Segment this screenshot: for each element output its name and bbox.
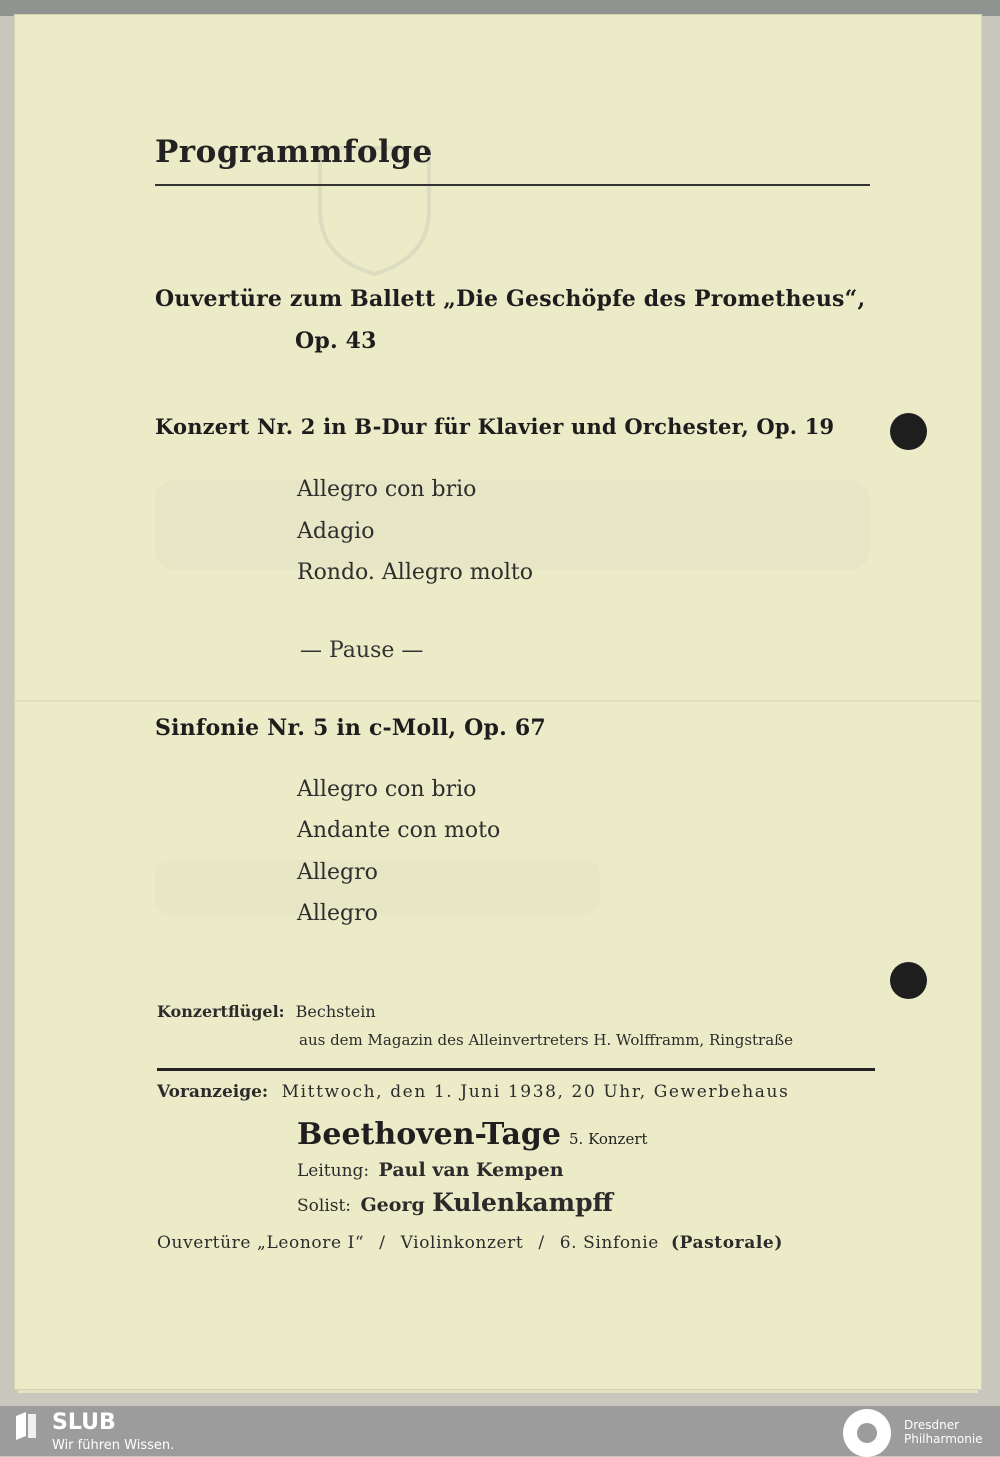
soloist-line: [297, 1188, 613, 1217]
preview-program: [157, 1233, 783, 1253]
preview-divider: [157, 1068, 875, 1071]
work-title: Konzert Nr. 2 in B-Dur für Klavier und Orchester, Op. 19: [155, 414, 835, 439]
separator: /: [379, 1233, 386, 1253]
preview-program-subtitle: (Pastorale): [670, 1233, 783, 1253]
slub-tagline: Wir führen Wissen.: [52, 1438, 175, 1453]
soloist-first-name: Georg: [360, 1194, 425, 1216]
movement: Allegro con brio: [297, 777, 477, 802]
philharmonie-logo-icon[interactable]: [843, 1409, 891, 1457]
piano-credit-label: Konzertflügel:: [157, 1002, 285, 1021]
soloist-label: Solist:: [297, 1196, 352, 1216]
festival-title: [297, 1117, 648, 1152]
preview-program-overture: Ouvertüre „Leonore I“: [157, 1233, 365, 1253]
slub-logo-text[interactable]: SLUB: [52, 1410, 116, 1435]
soloist-last-name: Kulenkampff: [432, 1188, 614, 1217]
piano-maker: Bechstein: [295, 1002, 376, 1021]
program-sheet: [14, 14, 982, 1390]
work-title: Sinfonie Nr. 5 in c-Moll, Op. 67: [155, 715, 546, 741]
preview-program-symphony: 6. Sinfonie: [559, 1233, 659, 1253]
movement: Adagio: [297, 519, 375, 544]
punch-hole-lower: [890, 962, 927, 999]
separator: /: [538, 1233, 545, 1253]
conductor-line: [297, 1159, 564, 1181]
work-opus: Op. 43: [295, 328, 377, 354]
preview-program-concerto: Violinkonzert: [400, 1233, 524, 1253]
preview-date: Mittwoch, den 1. Juni 1938, 20 Uhr, Gewerbehaus: [281, 1082, 790, 1102]
punch-hole-upper: [890, 413, 927, 450]
preview-label: Voranzeige:: [157, 1082, 269, 1102]
preview-line: [157, 1082, 789, 1102]
movement: Allegro: [297, 901, 378, 926]
program-heading: Programmfolge: [155, 134, 433, 170]
philharmonie-name-line2: Philharmonie: [904, 1432, 983, 1446]
movement: Allegro: [297, 860, 378, 885]
movement: Allegro con brio: [297, 477, 477, 502]
book-icon: [14, 1412, 38, 1440]
heading-underline: [155, 184, 870, 186]
movement: Rondo. Allegro molto: [297, 560, 533, 585]
bleed-through-heading: [155, 480, 870, 570]
concert-number: 5. Konzert: [568, 1130, 648, 1148]
paper-fold: [14, 700, 982, 702]
conductor-name: Paul van Kempen: [378, 1159, 564, 1181]
movement: Andante con moto: [297, 818, 501, 843]
work-title: Ouvertüre zum Ballett „Die Geschöpfe des Prometheus“,: [155, 286, 866, 312]
intermission: — Pause —: [300, 638, 424, 663]
piano-credit: [157, 1002, 376, 1021]
festival-name: Beethoven-Tage: [297, 1117, 561, 1152]
piano-source: aus dem Magazin des Alleinvertreters H. Wolfframm, Ringstraße: [299, 1031, 794, 1049]
philharmonie-name-line1: Dresdner: [904, 1418, 960, 1432]
philharmonie-name: [904, 1418, 983, 1446]
conductor-label: Leitung:: [297, 1161, 370, 1181]
